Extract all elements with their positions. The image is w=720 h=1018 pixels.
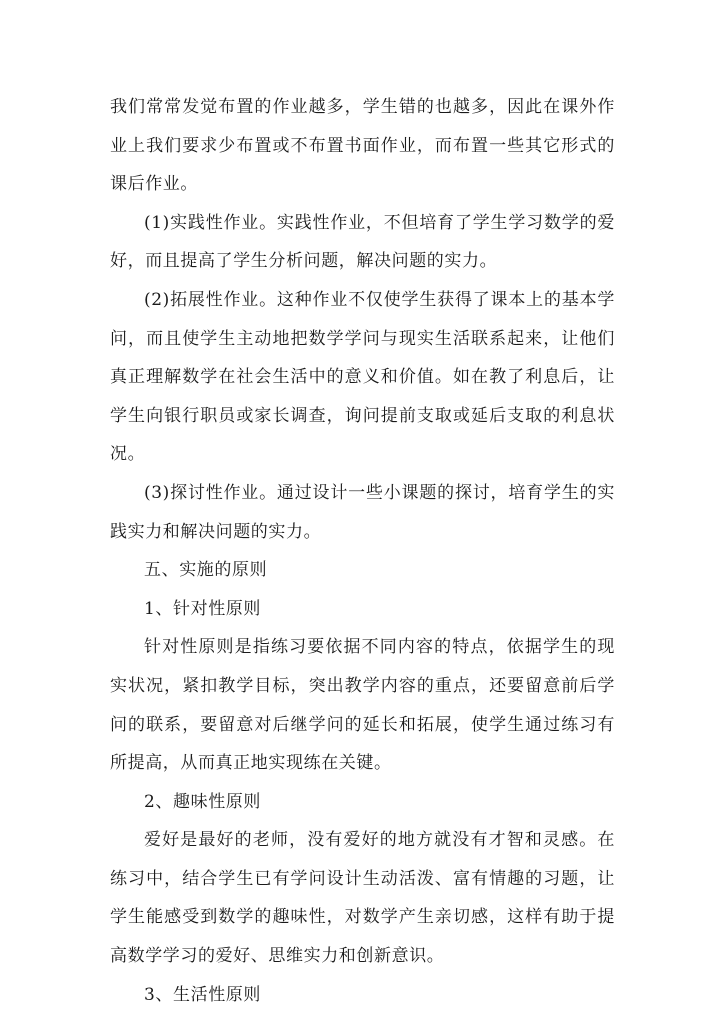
paragraph-practical-homework: (1)实践性作业。实践性作业，不但培育了学生学习数学的爱好，而且提高了学生分析问题，解决问题的实力。 [110, 212, 615, 272]
subheading-life-principle: 3、生活性原则 [144, 984, 262, 1005]
paragraph-homework-intro: 我们常常发觉布置的作业越多，学生错的也越多，因此在课外作业上我们要求少布置或不布置书面作业，而布置一些其它形式的课后作业。 [110, 97, 615, 195]
subheading-targeted-principle: 1、针对性原则 [144, 598, 262, 619]
subheading-interest-principle: 2、趣味性原则 [144, 791, 262, 812]
paragraph-inquiry-homework: (3)探讨性作业。通过设计一些小课题的探讨，培育学生的实践实力和解决问题的实力。 [110, 482, 615, 542]
section-heading-principles: 五、实施的原则 [144, 560, 268, 581]
document-page [110, 88, 615, 1014]
paragraph-interest-principle: 爱好是最好的老师，没有爱好的地方就没有才智和灵感。在练习中，结合学生已有学问设计生动活泼、富有情趣的习题，让学生能感受到数学的趣味性，对数学产生亲切感，这样有助于提高数学学习的爱好、思维实力和创新意识。 [110, 830, 615, 967]
paragraph-extended-homework: (2)拓展性作业。这种作业不仅使学生获得了课本上的基本学问，而且使学生主动地把数学学问与现实生活联系起来，让他们真正理解数学在社会生活中的意义和价值。如在教了利息后，让学生向银行职员或家长调查，询问提前支取或延后支取的利息状况。 [110, 289, 615, 465]
paragraph-targeted-principle: 针对性原则是指练习要依据不同内容的特点，依据学生的现实状况，紧扣教学目标，突出教学内容的重点，还要留意前后学问的联系，要留意对后继学问的延长和拓展，使学生通过练习有所提高，从而真正地实现练在关键。 [110, 637, 615, 774]
